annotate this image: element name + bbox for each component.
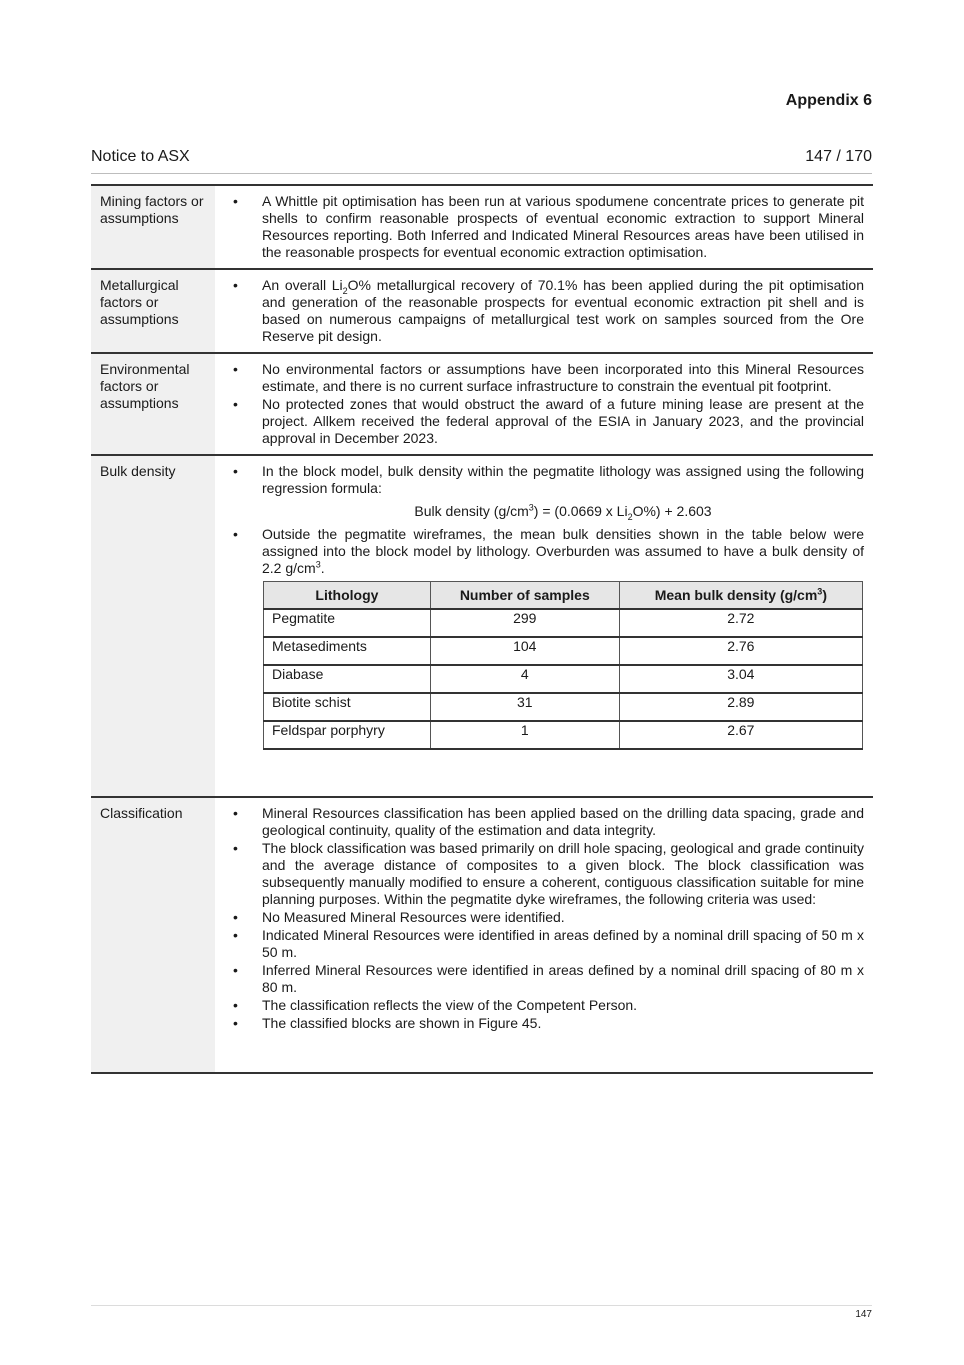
column-header: Number of samples (430, 582, 619, 610)
list-item: • Outside the pegmatite wireframes, the mean bulk densities shown in the table below were assigned into the block model by lithology. Overburden was assumed to have a bulk density of 2.2 $g/cm^3$. (231, 526, 864, 577)
list-item: • A Whittle pit optimisation has been run at various spodumene concentrate prices to generate pit shells to confirm reasonable prospects of eventual economic extraction to support Mineral Resources reporting. Both Inferred and Indicated Mineral Resources areas have been utilised in the reasonable prospects for eventual economic extraction optimisation. (231, 193, 864, 261)
row-metallurgical-factors (91, 269, 873, 353)
row-label: Environmental factors or assumptions (91, 353, 215, 455)
list-item: • No protected zones that would obstruct the award of a future mining lease are present at the project. Allkem received the federal approval of the ESIA in January 2023, and the provincial approval in December 2023. (231, 396, 864, 447)
list-item: • In the block model, bulk density within the pegmatite lithology was assigned using the following regression formula: (231, 463, 864, 497)
list-item: • The block classification was based primarily on drill hole spacing, geological and grade continuity and the average distance of composites to a given block. The block classification was subsequently manually modified to ensure a coherent, contiguous classification suitable for mine planning purposes. Within the pegmatite dyke wireframes, the following criteria was used: (231, 840, 864, 908)
row-content (215, 185, 873, 269)
list-item: • Indicated Mineral Resources were identified in areas defined by a nominal drill spacing of 50 m x 50 m. (231, 927, 864, 961)
table-row (264, 693, 863, 721)
cell-density: 2.67 (619, 721, 862, 749)
table-header-row (264, 582, 863, 610)
footer-page-number: 147 (855, 1309, 872, 1320)
header-title: Notice to ASX (91, 148, 190, 165)
row-classification (91, 797, 873, 1073)
cell-lithology: Metasediments (264, 637, 431, 665)
cell-lithology: Feldspar porphyry (264, 721, 431, 749)
table-row (264, 665, 863, 693)
table-row (264, 609, 863, 637)
list-item: • Mineral Resources classification has been applied based on the drilling data spacing, grade and geological continuity, quality of the estimation and data integrity. (231, 805, 864, 839)
column-header: Mean bulk density $(g/cm^3)$ (619, 582, 862, 610)
header-page-count: 147 / 170 (805, 148, 872, 165)
list-item: • No environmental factors or assumptions have been incorporated into this Mineral Resources estimate, and there is no current surface infrastructure to constrain the eventual pit footprint. (231, 361, 864, 395)
row-content (215, 353, 873, 455)
list-item: • The classification reflects the view of the Competent Person. (231, 997, 864, 1014)
cell-density: 3.04 (619, 665, 862, 693)
appendix-title: Appendix 6 (785, 92, 872, 109)
row-label: Mining factors or assumptions (91, 185, 215, 269)
cell-lithology: Diabase (264, 665, 431, 693)
table-row (264, 637, 863, 665)
regression-formula: Bulk density $(g/cm^3) = (0.0669$ x $Li_2O\%) + 2.603$ (414, 502, 712, 522)
page-header (91, 148, 872, 166)
cell-samples: 4 (430, 665, 619, 693)
cell-samples: 299 (430, 609, 619, 637)
cell-density: 2.89 (619, 693, 862, 721)
footer-divider (91, 1305, 872, 1306)
row-label: Classification (91, 797, 215, 1073)
cell-samples: 31 (430, 693, 619, 721)
cell-density: 2.72 (619, 609, 862, 637)
row-mining-factors (91, 185, 873, 269)
row-environmental-factors (91, 353, 873, 455)
list-item: • An overall $Li_2O\%$ metallurgical recovery of 70.1% has been applied during the pit optimisation and generation of the reasonable prospects for eventual economic extraction pit shell and is based on numerous campaigns of metallurgical test work on samples sourced from the Ore Reserve pit design. (231, 277, 864, 345)
header-divider (91, 173, 872, 174)
cell-samples: 104 (430, 637, 619, 665)
cell-density: 2.76 (619, 637, 862, 665)
list-item: • Inferred Mineral Resources were identified in areas defined by a nominal drill spacing of 80 m x 80 m. (231, 962, 864, 996)
row-label: Metallurgical factors or assumptions (91, 269, 215, 353)
row-content (215, 455, 873, 797)
list-item: • No Measured Mineral Resources were identified. (231, 909, 864, 926)
row-content (215, 797, 873, 1073)
jorc-table (91, 184, 873, 1074)
column-header: Lithology (264, 582, 431, 610)
cell-lithology: Biotite schist (264, 693, 431, 721)
cell-samples: 1 (430, 721, 619, 749)
list-item: • The classified blocks are shown in Figure 45. (231, 1015, 864, 1032)
table-row (264, 721, 863, 749)
row-content (215, 269, 873, 353)
bulk-density-table (263, 581, 863, 750)
row-label: Bulk density (91, 455, 215, 797)
cell-lithology: Pegmatite (264, 609, 431, 637)
row-bulk-density (91, 455, 873, 797)
